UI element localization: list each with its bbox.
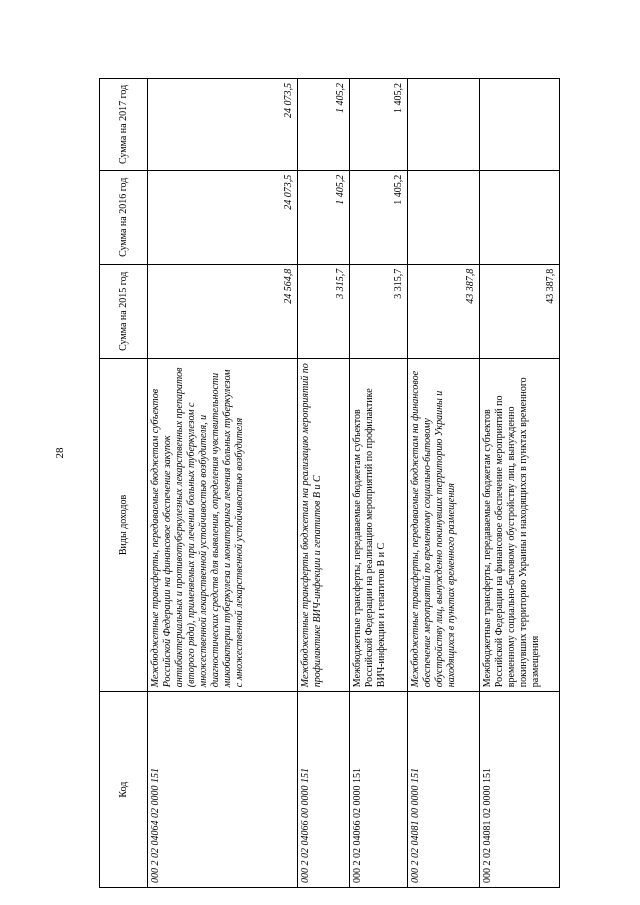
cell-code: 000 2 02 04066 00 0000 151 bbox=[298, 692, 350, 888]
table-row bbox=[148, 79, 298, 888]
header-code: Код bbox=[100, 692, 148, 888]
header-sum-2015: Сумма на 2015 год bbox=[100, 264, 148, 358]
header-income-type: Виды доходов bbox=[100, 358, 148, 691]
cell-sum-2017 bbox=[408, 79, 480, 171]
cell-income-type: Межбюджетные трансферты бюджетам на реализацию мероприятий по профилактике ВИЧ-инфекции и гепатитов B и C bbox=[298, 358, 350, 691]
cell-sum-2017: 24 073,5 bbox=[148, 79, 298, 171]
income-table bbox=[99, 78, 560, 888]
cell-sum-2016 bbox=[480, 170, 560, 264]
cell-sum-2016: 1 405,2 bbox=[298, 170, 350, 264]
page-number: 28 bbox=[54, 447, 66, 459]
table-row bbox=[298, 79, 350, 888]
header-sum-2017: Сумма на 2017 год bbox=[100, 79, 148, 171]
cell-sum-2015: 43 387,8 bbox=[408, 264, 480, 358]
rotated-table-wrapper bbox=[99, 78, 559, 888]
cell-code: 000 2 02 04081 00 0000 151 bbox=[408, 692, 480, 888]
table-header-row bbox=[100, 79, 148, 888]
cell-sum-2016: 1 405,2 bbox=[350, 170, 408, 264]
cell-income-type: Межбюджетные трансферты, передаваемые бюджетам субъектов Российской Федерации на реализацию мероприятий по профилактике ВИЧ-инфекции и гепатитов B и C bbox=[350, 358, 408, 691]
cell-sum-2015: 24 564,8 bbox=[148, 264, 298, 358]
cell-income-type: Межбюджетные трансферты, передаваемые бюджетам субъектов Российской Федерации на финансовое обеспечение закупок антибактериальных и противотуберкулезных лекарственных препаратов (второго ряда), применяемых при лечении больных туберкулезом с множественной лекарственной устойчивостью возбудителя, и диагностических средств для выявления, определения чувствительности микобактерии туберкулеза и мониторинга лечения больных туберкулезом с множественной лекарственной устойчивостью возбудителя bbox=[148, 358, 298, 691]
cell-sum-2015: 3 315,7 bbox=[350, 264, 408, 358]
table-row bbox=[480, 79, 560, 888]
cell-sum-2016: 24 073,5 bbox=[148, 170, 298, 264]
table-row bbox=[408, 79, 480, 888]
cell-code: 000 2 02 04066 02 0000 151 bbox=[350, 692, 408, 888]
cell-sum-2015: 3 315,7 bbox=[298, 264, 350, 358]
cell-sum-2016 bbox=[408, 170, 480, 264]
cell-sum-2017 bbox=[480, 79, 560, 171]
cell-sum-2017: 1 405,2 bbox=[298, 79, 350, 171]
cell-code: 000 2 02 04064 02 0000 151 bbox=[148, 692, 298, 888]
cell-code: 000 2 02 04081 02 0000 151 bbox=[480, 692, 560, 888]
cell-income-type: Межбюджетные трансферты, передаваемые бюджетам субъектов Российской Федерации на финансовое обеспечение мероприятий по временному социально-бытовому обустройству лиц, вынужденно покинувших территорию Украины и находящихся в пунктах временного размещения bbox=[480, 358, 560, 691]
cell-sum-2015: 43 387,8 bbox=[480, 264, 560, 358]
header-sum-2016: Сумма на 2016 год bbox=[100, 170, 148, 264]
table-row bbox=[350, 79, 408, 888]
cell-income-type: Межбюджетные трансферты, передаваемые бюджетам на финансовое обеспечение мероприятий по временному социально-бытовому обустройству лиц, вынужденно покинувших территорию Украины и находящихся в пунктах временного размещения bbox=[408, 358, 480, 691]
cell-sum-2017: 1 405,2 bbox=[350, 79, 408, 171]
